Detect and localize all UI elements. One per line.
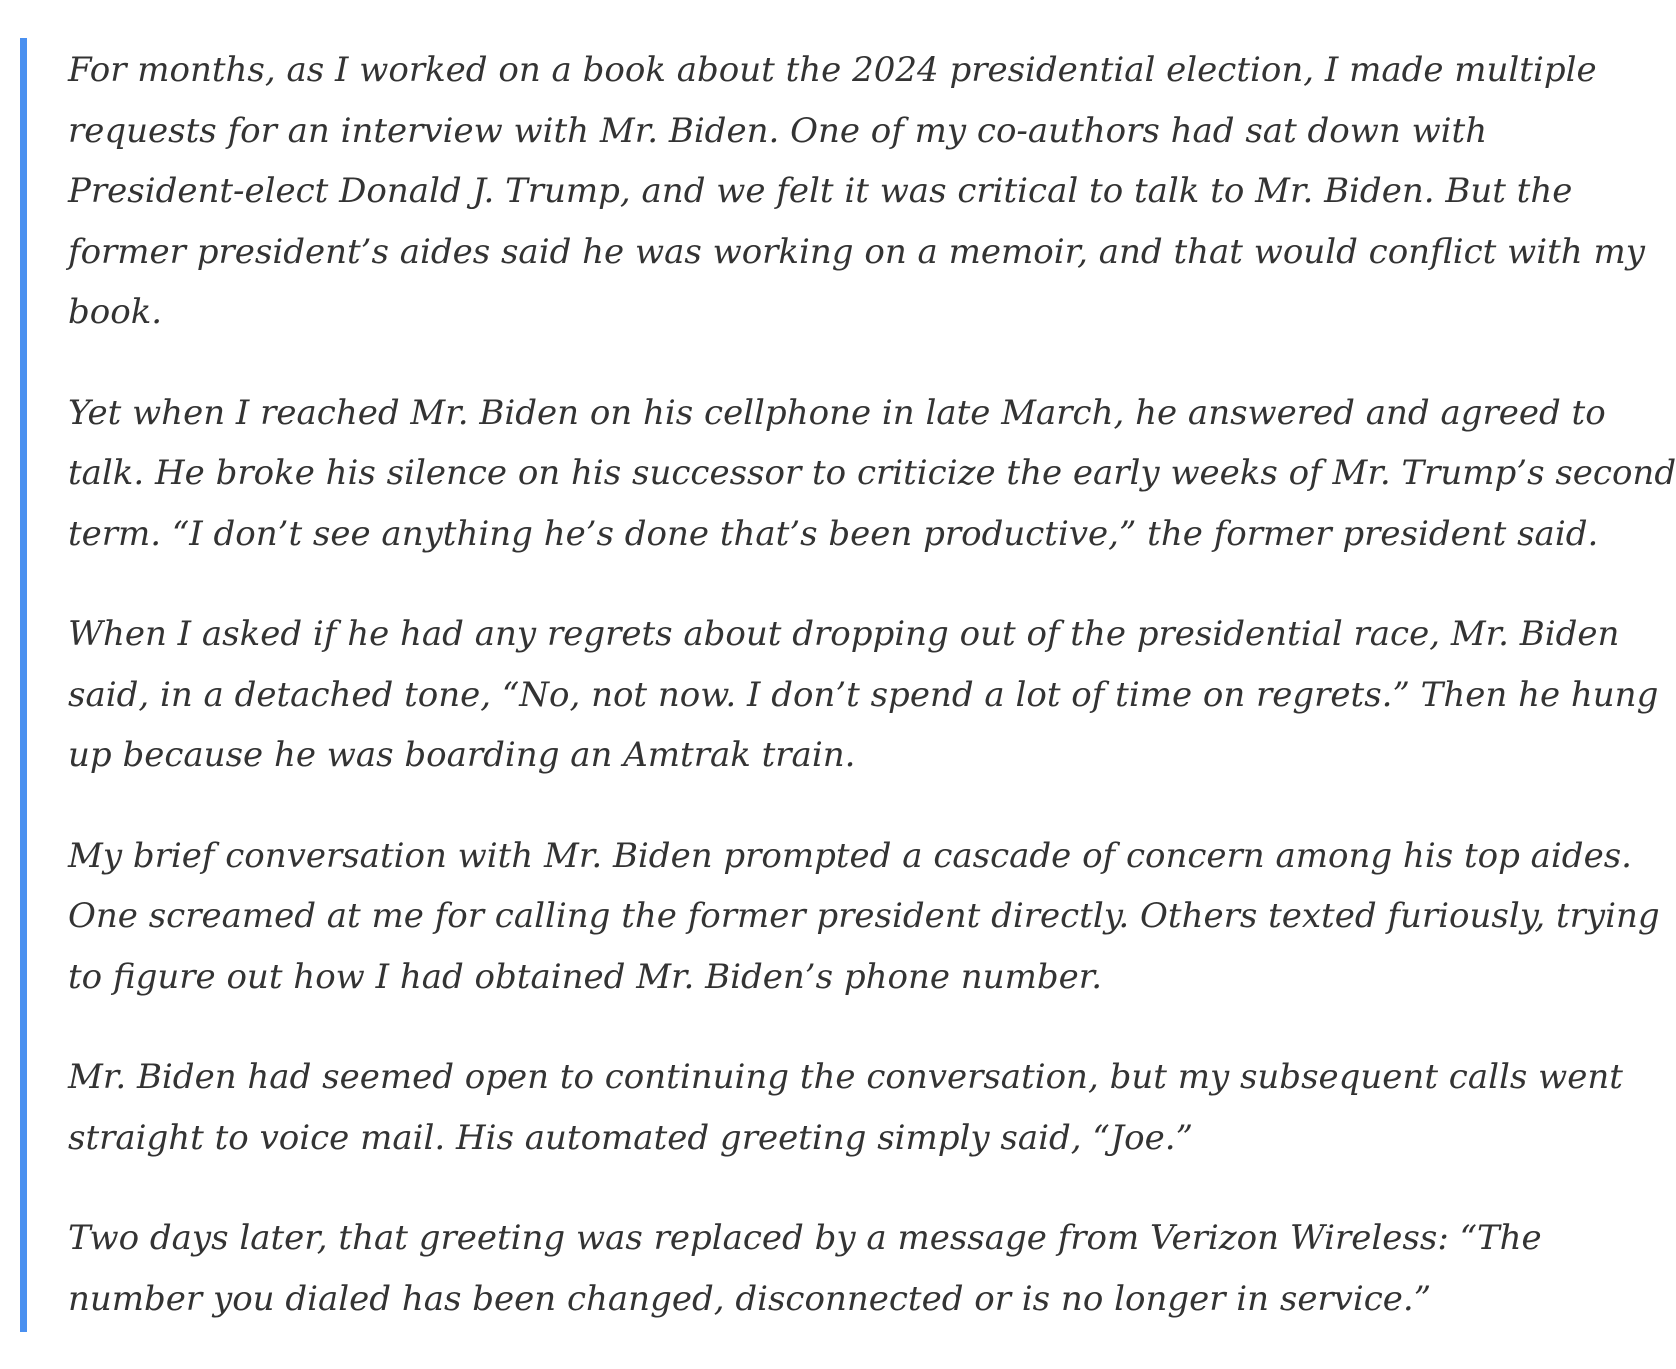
paragraph-line: book. <box>68 292 163 332</box>
paragraph-line: Yet when I reached Mr. Biden on his cellphone in late March, he answered and agreed to <box>68 392 1606 433</box>
paragraph-line: former president’s aides said he was working on a memoir, and that would conflict with my <box>68 231 1645 272</box>
paragraph-6 <box>68 1208 1542 1329</box>
paragraph-1 <box>68 40 1645 343</box>
paragraph-line: straight to voice mail. His automated greeting simply said, “Joe.” <box>68 1117 1193 1158</box>
paragraph-line: said, in a detached tone, “No, not now. I don’t spend a lot of time on regrets.” Then he hung <box>68 674 1659 715</box>
paragraph-line: One screamed at me for calling the former president directly. Others texted furiously, trying <box>68 896 1660 936</box>
paragraph-line: up because he was boarding an Amtrak train. <box>68 735 856 775</box>
paragraph-line: When I asked if he had any regrets about dropping out of the presidential race, Mr. Biden <box>68 614 1620 654</box>
paragraph-3 <box>68 604 1659 786</box>
paragraph-line: number you dialed has been changed, disconnected or is no longer in service.” <box>68 1278 1432 1319</box>
paragraph-line: term. “I don’t see anything he’s done that’s been productive,” the former president said. <box>68 513 1599 554</box>
paragraph-2 <box>68 383 1676 565</box>
quote-accent-bar <box>20 38 27 1332</box>
paragraph-line: President-elect Donald J. Trump, and we felt it was critical to talk to Mr. Biden. But the <box>68 171 1573 211</box>
quote-text <box>68 40 1676 1369</box>
paragraph-line: Two days later, that greeting was replaced by a message from Verizon Wireless: “The <box>68 1218 1542 1258</box>
paragraph-5 <box>68 1047 1623 1168</box>
paragraph-line: to figure out how I had obtained Mr. Biden’s phone number. <box>68 956 1103 997</box>
paragraph-line: talk. He broke his silence on his successor to criticize the early weeks of Mr. Trump’s second <box>68 453 1676 493</box>
paragraph-4 <box>68 826 1660 1008</box>
paragraph-line: For months, as I worked on a book about the 2024 presidential election, I made multiple <box>68 50 1597 90</box>
paragraph-line: requests for an interview with Mr. Biden. One of my co-authors had sat down with <box>68 110 1488 151</box>
paragraph-line: My brief conversation with Mr. Biden prompted a cascade of concern among his top aides. <box>68 835 1632 876</box>
paragraph-line: Mr. Biden had seemed open to continuing the conversation, but my subsequent calls went <box>68 1057 1623 1097</box>
